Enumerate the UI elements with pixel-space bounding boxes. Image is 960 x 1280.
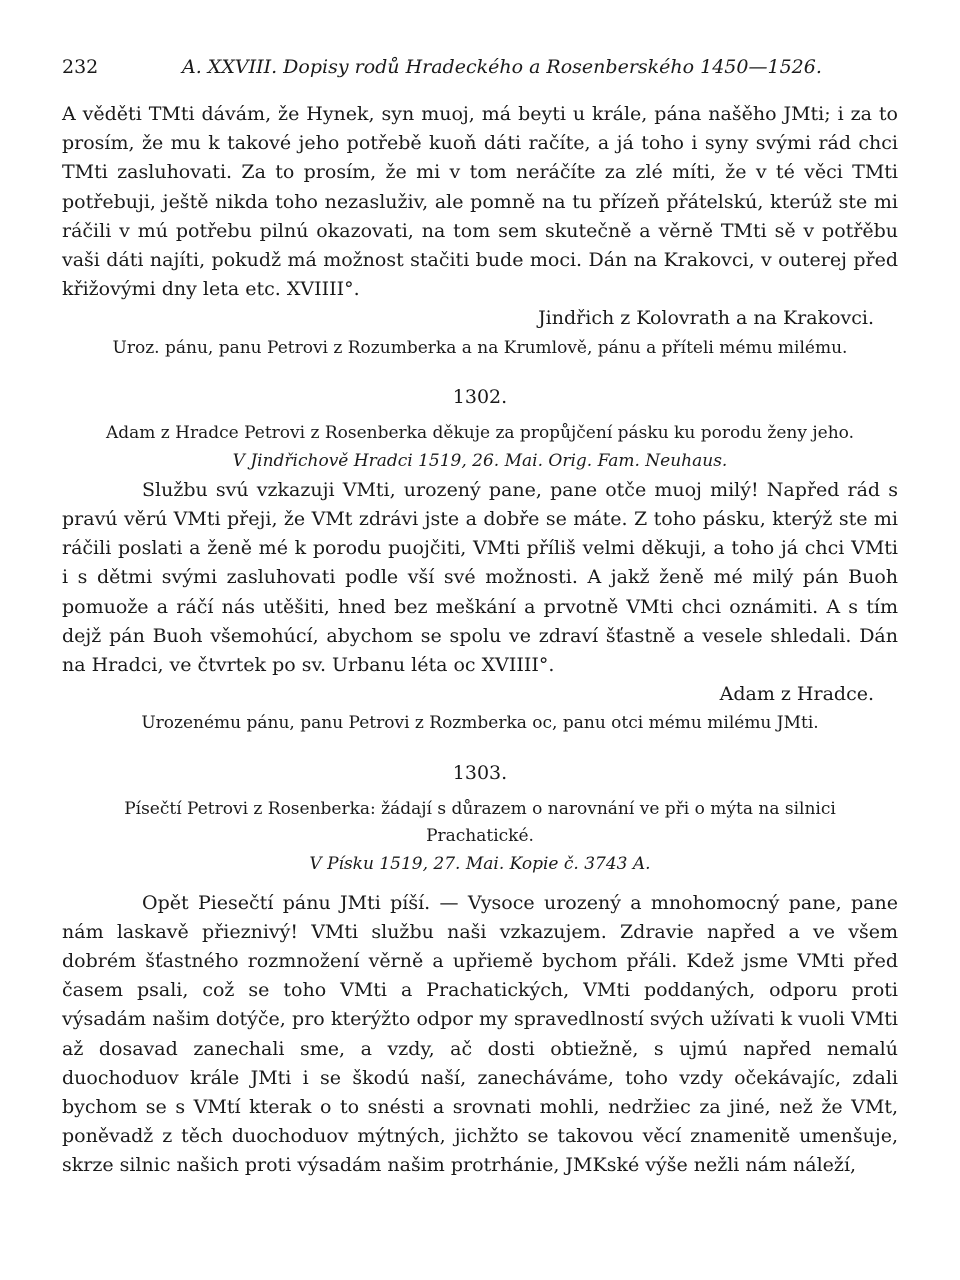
page-header bbox=[62, 52, 898, 82]
letter-body: Opět Piesečtí pánu JMti píší. — Vysoce urozený a mnohomocný pane, pane nám laskavě přieznivý! VMti službu naši vzkazujem. Zdravie napřed a ve všem dobrém šťastného rozmnožení věrně a upřiemě bychom přáli. Kdež jsme VMti před časem psali, což se toho VMti a Prachatických, VMti poddaných, odporu proti výsadám našim dotýče, pro kterýžto odpor my spravedlností svých užívati k vuoli VMti až dosavad zanechali sme, a vzdy, ač dosti obtiežně, s ujmú napřed nemalú duochoduov krále JMti i se škodú naší, zanecháváme, toho vzdy očekávajíc, zdali bychom se s VMtí kterak o to snésti a srovnati mohli, nedržiec za jiné, než že VMt, poněvadž z těch duochoduov mýtných, jichžto se takovou věcí znamenitě umenšuje, skrze silnic našich proti výsadám našim protrhánie, JMKské výše nežli nám náleží, bbox=[62, 891, 898, 1177]
running-title: A. XXVIII. Dopisy rodů Hradeckého a Rosenberského 1450—1526. bbox=[182, 56, 822, 78]
continuation-signature: Jindřich z Kolovrath a na Krakovci. bbox=[538, 307, 874, 330]
letter-body: Službu svú vzkazuji VMti, urozený pane, pane otče muoj milý! Napřed rád s pravú věrú VMti přeji, že VMt zdrávi jste a dobře se máte. Z toho pásku, kterýž ste mi ráčili poslati a ženě mé k porodu puojčiti, VMti příliš velmi děkuji, a toho já chci VMti i s dětmi svými zasluhovati podle vší své možnosti. A jakž ženě mé milý pán Buoh pomuože a ráčí nás utěšiti, hned bez meškání a prvotně VMti chci oznámiti. A s tím dejž pán Buoh všemohúcí, abychom se spolu ve zdraví šťastně a vesele shledali. Dán na Hradci, ve čtvrtek po sv. Urbanu léta oc XVIIII°. bbox=[62, 478, 898, 677]
letter-source: V Jindřichově Hradci 1519, 26. Mai. Orig. Fam. Neuhaus. bbox=[232, 450, 728, 471]
letter-signature: Adam z Hradce. bbox=[719, 683, 874, 706]
page-number: 232 bbox=[62, 56, 99, 78]
letter-summary: Adam z Hradce Petrovi z Rosenberka děkuje za propůjčení pásku ku porodu ženy jeho. bbox=[105, 422, 855, 443]
letter-number: 1303. bbox=[452, 761, 508, 784]
letter-1302 bbox=[62, 383, 898, 739]
letter-summary: Písečtí Petrovi z Rosenberka: žádají s důrazem o narovnání ve při o mýta na silnici Prachatické. bbox=[124, 798, 836, 846]
letter-1303 bbox=[62, 759, 898, 1181]
document-page bbox=[62, 52, 898, 1181]
letter-address: Urozenému pánu, panu Petrovi z Rozmberka oc, panu otci mému milému JMti. bbox=[141, 713, 819, 734]
continuation-address: Uroz. pánu, panu Petrovi z Rozumberka a na Krumlově, pánu a příteli mému milému. bbox=[112, 337, 848, 358]
letter-number: 1302. bbox=[452, 385, 508, 408]
continuation-body: A věděti TMti dávám, že Hynek, syn muoj, má beyti u krále, pána našěho JMti; i za to prosím, že mu k takové jeho potřebě kuoň dáti račíte, a já toho i syny svými rád chci TMti zasluhovati. Za to prosím, že mi v tom neráčíte za zlé míti, že v té věci TMti potřebuji, ještě nikda toho nezasluživ, ale pomně na tu přízeň přátelskú, kterúž ste mi ráčili v mú potřebu pilnú okazovati, na tom sem skutečně a věrně TMti sě v potřěbu vaši dáti najíti, pokudž má možnost stačiti bude moci. Dán na Krakovci, v outerej před křižovými dny leta etc. XVIIII°. bbox=[62, 103, 898, 301]
letter-continuation bbox=[62, 100, 898, 363]
letter-source: V Písku 1519, 27. Mai. Kopie č. 3743 A. bbox=[309, 853, 651, 874]
